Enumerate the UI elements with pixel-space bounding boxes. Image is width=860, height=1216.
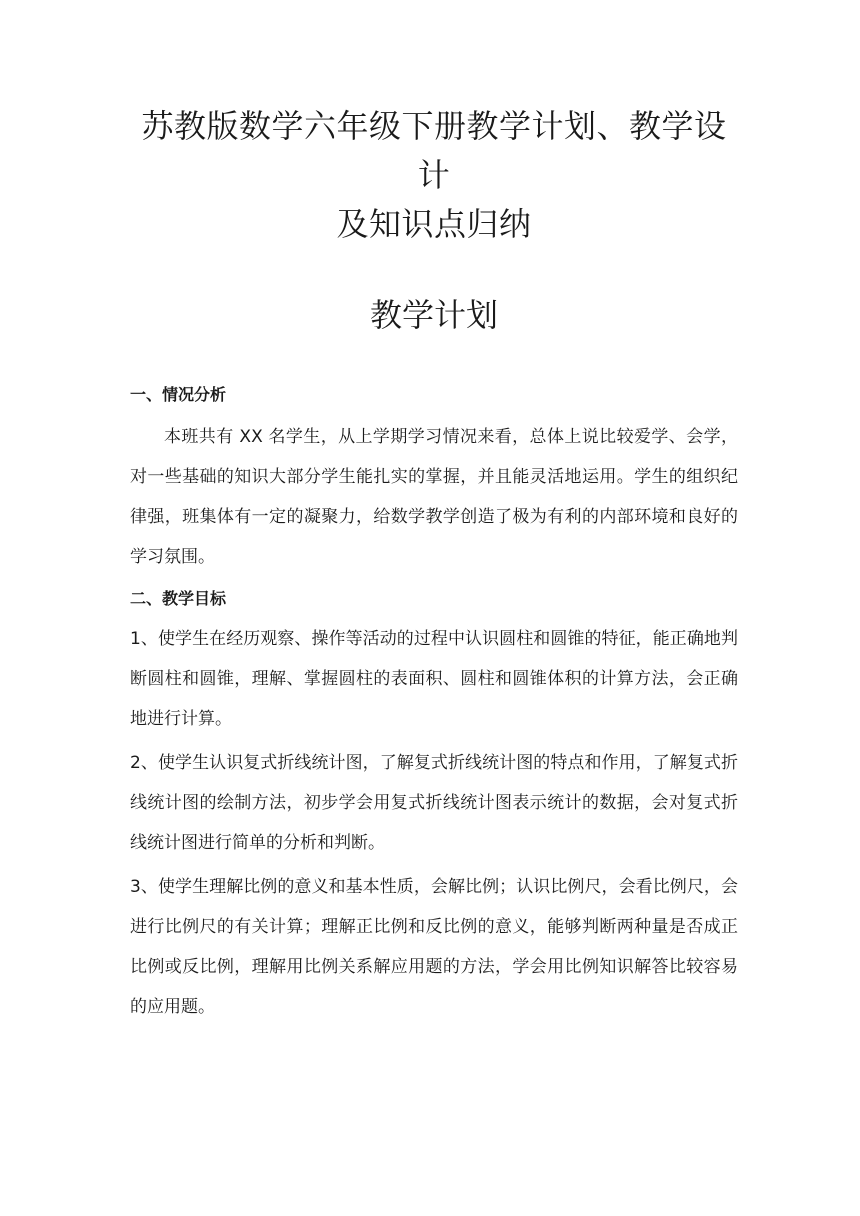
goal-item-1: 1、使学生在经历观察、操作等活动的过程中认识圆柱和圆锥的特征，能正确地判断圆柱和圆锥，理解、掌握圆柱的表面积、圆柱和圆锥体积的计算方法，会正确地进行计算。: [130, 629, 738, 729]
document-title-line-2: 及知识点归纳: [336, 205, 532, 243]
heading-situation-analysis: 一、情况分析: [130, 385, 227, 404]
heading-teaching-goals: 二、教学目标: [130, 589, 227, 608]
document-title: [130, 102, 738, 249]
document-title-line-1: 苏教版数学六年级下册教学计划、教学设计: [141, 107, 727, 194]
goal-item-3: 3、使学生理解比例的意义和基本性质，会解比例；认识比例尺，会看比例尺，会进行比例尺的有关计算；理解正比例和反比例的意义，能够判断两种量是否成正比例或反比例，理解用比例关系解应用题的方法，学会用比例知识解答比较容易的应用题。: [130, 877, 738, 1017]
section-title-teaching-plan: 教学计划: [369, 296, 498, 334]
paragraph-situation-analysis: 本班共有 XX 名学生，从上学期学习情况来看，总体上说比较爱学、会学，对一些基础的知识大部分学生能扎实的掌握，并且能灵活地运用。学生的组织纪律强，班集体有一定的凝聚力，给数学教学创造了极为有利的内部环境和良好的学习氛围。: [130, 427, 738, 567]
goal-item-2: 2、使学生认识复式折线统计图，了解复式折线统计图的特点和作用，了解复式折线统计图的绘制方法，初步学会用复式折线统计图表示统计的数据，会对复式折线统计图进行简单的分析和判断。: [130, 753, 738, 853]
